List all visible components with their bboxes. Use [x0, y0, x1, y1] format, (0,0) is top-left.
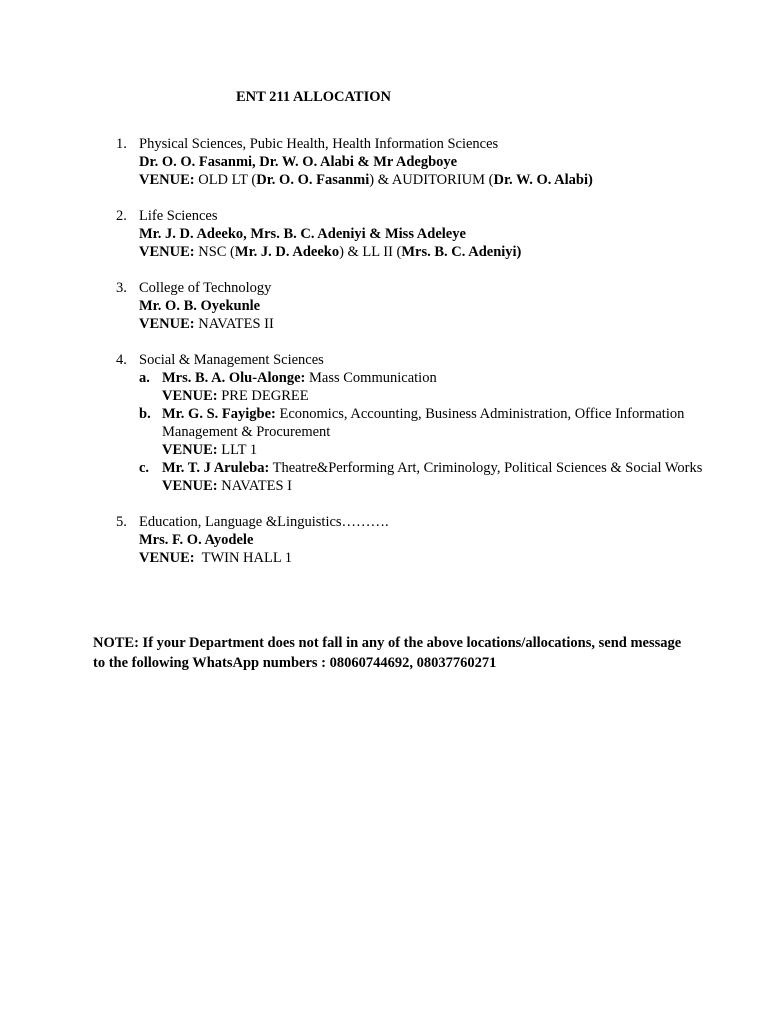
sub-item-letter: a.: [139, 370, 150, 386]
venue-line: [139, 315, 716, 333]
venue-line: [139, 171, 716, 189]
department-list: Theatre&Performing Art, Criminology, Political Sciences & Social Works: [269, 460, 703, 476]
staff-names: Dr. O. O. Fasanmi, Dr. W. O. Alabi & Mr Adegboye: [139, 154, 458, 170]
venue-line: [139, 549, 716, 567]
item-number: 1.: [116, 136, 127, 152]
venue-text: TWIN HALL 1: [194, 550, 293, 566]
department-list: Mass Communication: [305, 370, 437, 386]
venue-staff: Dr. W. O. Alabi): [493, 172, 593, 188]
venue-label: VENUE:: [162, 388, 218, 404]
venue-text: LLT 1: [217, 442, 258, 458]
venue-label: VENUE:: [139, 244, 195, 260]
faculty-name: Life Sciences: [139, 208, 218, 224]
page-title: ENT 211 ALLOCATION: [236, 89, 391, 105]
list-item: [116, 513, 716, 567]
list-item: [116, 207, 716, 261]
venue-staff: Mr. J. D. Adeeko: [234, 244, 340, 260]
venue-text: NSC (: [194, 244, 235, 260]
venue-label: VENUE:: [162, 478, 218, 494]
item-number: 2.: [116, 208, 127, 224]
venue-text: NAVATES I: [217, 478, 292, 494]
item-number: 3.: [116, 280, 127, 296]
sub-item-letter: b.: [139, 406, 151, 422]
department-list: Economics, Accounting, Business Administration, Office Information Management & Procurement: [162, 406, 685, 440]
sub-item: [139, 459, 716, 495]
venue-line: [162, 477, 716, 495]
venue-line: [162, 387, 716, 405]
staff-name: Mrs. B. A. Olu-Alonge:: [162, 370, 306, 386]
note-text: NOTE: If your Department does not fall in any of the above locations/allocations, send message to the following WhatsApp numbers : 08060744692, 08037760271: [93, 635, 682, 671]
allocation-list: [116, 135, 716, 585]
faculty-name: Physical Sciences, Pubic Health, Health Information Sciences: [139, 136, 499, 152]
list-item: [116, 351, 716, 495]
venue-label: VENUE:: [139, 316, 195, 332]
venue-text: NAVATES II: [194, 316, 274, 332]
staff-name: Mr. G. S. Fayigbe:: [162, 406, 276, 422]
venue-label: VENUE:: [139, 550, 195, 566]
sub-item-letter: c.: [139, 460, 150, 476]
sub-item: [139, 369, 716, 405]
venue-line: [139, 243, 716, 261]
venue-text: OLD LT (: [194, 172, 257, 188]
staff-names: Mr. O. B. Oyekunle: [139, 298, 261, 314]
venue-text: ) & AUDITORIUM (: [369, 172, 494, 188]
venue-label: VENUE:: [139, 172, 195, 188]
staff-names: Mrs. F. O. Ayodele: [139, 532, 254, 548]
venue-staff: Dr. O. O. Fasanmi: [256, 172, 370, 188]
staff-name: Mr. T. J Aruleba:: [162, 460, 270, 476]
venue-text: ) & LL II (: [339, 244, 402, 260]
faculty-name: Social & Management Sciences: [139, 352, 324, 368]
list-item: [116, 135, 716, 189]
faculty-name: Education, Language &Linguistics……….: [139, 514, 389, 530]
item-number: 4.: [116, 352, 127, 368]
faculty-name: College of Technology: [139, 280, 272, 296]
list-item: [116, 279, 716, 333]
venue-staff: Mrs. B. C. Adeniyi): [401, 244, 522, 260]
sub-item: [139, 405, 716, 459]
venue-line: [162, 441, 716, 459]
item-number: 5.: [116, 514, 127, 530]
venue-label: VENUE:: [162, 442, 218, 458]
staff-names: Mr. J. D. Adeeko, Mrs. B. C. Adeniyi & Miss Adeleye: [139, 226, 466, 242]
venue-text: PRE DEGREE: [217, 388, 309, 404]
